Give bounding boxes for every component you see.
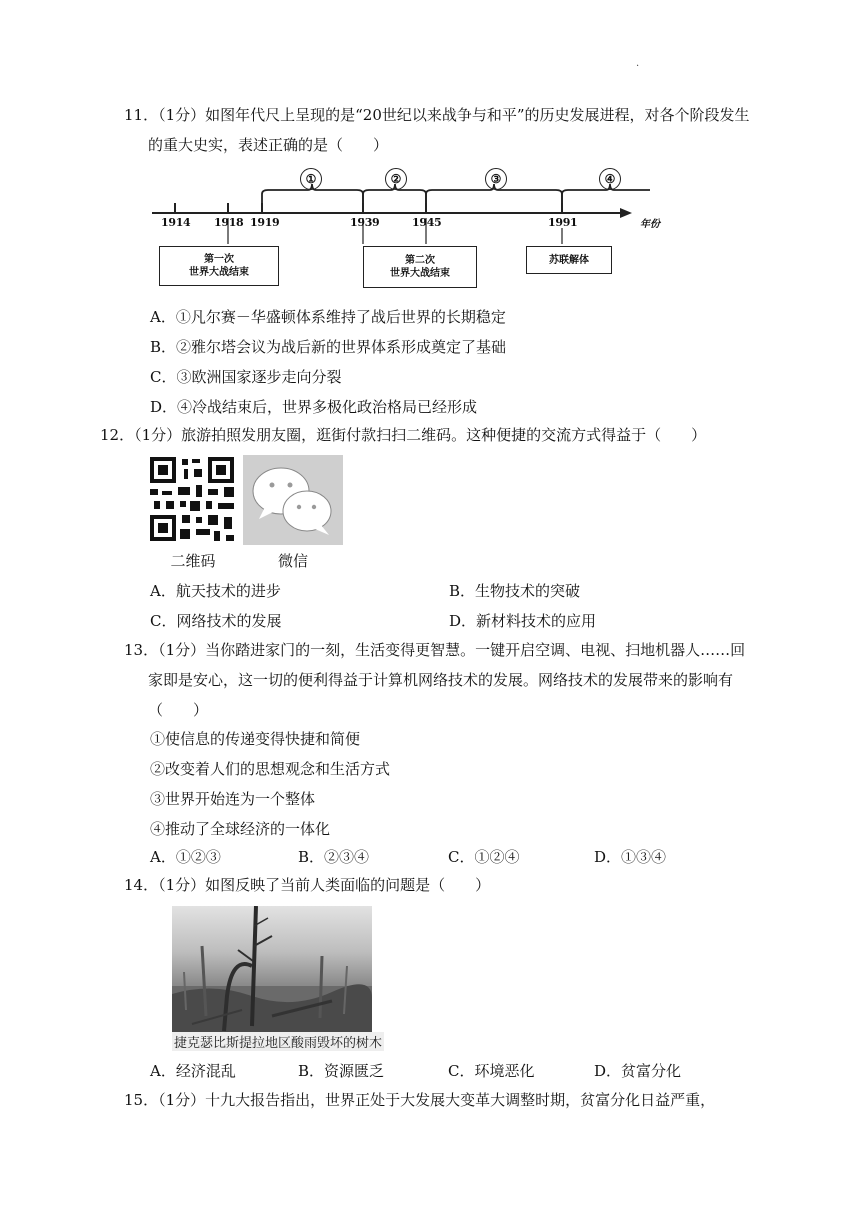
wechat-icon [243,455,343,545]
q14-option-a[interactable]: A．经济混乱 [150,1062,236,1080]
q13-item-1: ①使信息的传递变得快捷和简便 [150,730,361,748]
year-1918: 1918 [214,216,244,229]
acid-rain-forest-photo [172,906,372,1038]
q13-item-2: ②改变着人们的思想观念和生活方式 [150,760,391,778]
q13-item-4: ④推动了全球经济的一体化 [150,820,331,838]
stage-1-marker: ① [300,168,322,190]
stage-4-marker: ④ [599,168,621,190]
ussr-dissolution-box [526,246,612,274]
q12-option-b[interactable]: B．生物技术的突破 [449,582,581,600]
q11-option-c[interactable]: C．③欧洲国家逐步走向分裂 [150,368,342,386]
wwi-end-line1: 第一次 [204,254,234,265]
page-marker: . [636,58,640,69]
q14-option-c[interactable]: C．环境恶化 [448,1062,535,1080]
q12-option-d[interactable]: D．新材料技术的应用 [449,612,597,630]
q11-option-a[interactable]: A．①凡尔赛－华盛顿体系维持了战后世界的长期稳定 [150,308,506,326]
wwii-end-line1: 第二次 [405,255,435,266]
q13-option-a[interactable]: A．①②③ [150,848,221,866]
year-1939: 1939 [350,216,380,229]
q14-stem: 14．（1分）如图反映了当前人类面临的问题是（ ） [124,876,491,894]
q11-stem: 11．（1分）如图年代尺上呈现的是“20世纪以来战争与和平”的历史发展进程，对各个阶段发生的重大史实，表述正确的是（ ） [124,106,750,154]
axis-unit-label: 年份 [640,219,660,230]
wwii-end-box [363,246,477,288]
photo-caption: 捷克瑟比斯提拉地区酸雨毁坏的树木 [172,1032,384,1051]
q15-stem: 15．（1分）十九大报告指出，世界正处于大发展大变革大调整时期，贫富分化日益严重， [124,1091,716,1109]
wechat-caption: 微信 [277,552,308,570]
q11-timeline-figure [150,158,680,303]
wechat-figure [243,455,343,570]
year-1991: 1991 [548,216,578,229]
dead-trees-image [172,906,372,1038]
q13-item-3: ③世界开始连为一个整体 [150,790,316,808]
wechat-logo-background [243,455,343,545]
stage-2-marker: ② [385,168,407,190]
q13-option-c[interactable]: C．①②④ [448,848,520,866]
year-1914: 1914 [161,216,191,229]
q14-option-d[interactable]: D．贫富分化 [594,1062,682,1080]
qr-code-caption: 二维码 [170,552,216,570]
q14-option-b[interactable]: B．资源匮乏 [298,1062,385,1080]
q12-stem: 12．（1分）旅游拍照发朋友圈，逛街付款扫扫二维码。这种便捷的交流方式得益于（ ） [100,426,707,444]
q12-option-a[interactable]: A．航天技术的进步 [150,582,281,600]
qr-code-icon [148,455,238,545]
ussr-dissolution-label: 苏联解体 [549,254,589,266]
wwi-end-line2: 世界大战结束 [189,267,249,278]
q11-option-d[interactable]: D．④冷战结束后，世界多极化政治格局已经形成 [150,398,478,416]
q13-option-d[interactable]: D．①③④ [594,848,667,866]
year-1919: 1919 [250,216,280,229]
year-1945: 1945 [412,216,442,229]
q13-option-b[interactable]: B．②③④ [298,848,370,866]
q13-stem: 13．（1分）当你踏进家门的一刻，生活变得更智慧。一键开启空调、电视、扫地机器人……回家即是安心，这一切的便利得益于计算机网络技术的发展。网络技术的发展带来的影响有（ ） [124,641,746,719]
stage-3-marker: ③ [485,168,507,190]
q12-option-c[interactable]: C．网络技术的发展 [150,612,282,630]
wwii-end-line2: 世界大战结束 [390,268,450,279]
qr-code-figure [148,455,238,570]
wwi-end-box [159,246,279,286]
q11-option-b[interactable]: B．②雅尔塔会议为战后新的世界体系形成奠定了基础 [150,338,507,356]
